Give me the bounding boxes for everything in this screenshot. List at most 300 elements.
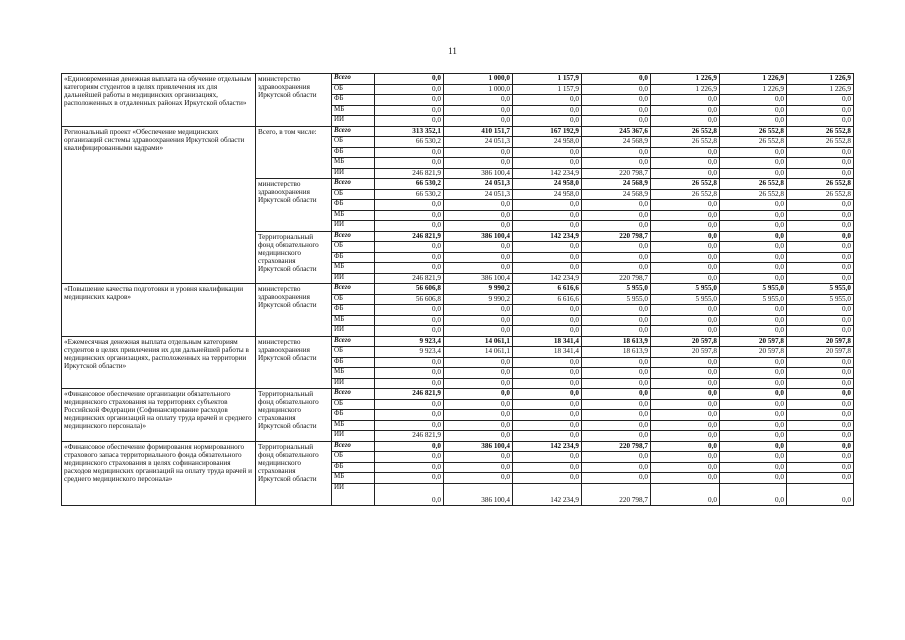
amount-cell: 0,0 — [651, 452, 720, 463]
amount-cell: 0,0 — [651, 368, 720, 379]
amount-cell: 0,0 — [787, 441, 854, 452]
table-row — [62, 441, 854, 452]
amount-cell: 0,0 — [720, 441, 787, 452]
amount-cell: 0,0 — [720, 95, 787, 106]
amount-cell: 0,0 — [513, 378, 582, 389]
amount-cell: 0,0 — [787, 221, 854, 232]
amount-cell: 0,0 — [651, 242, 720, 253]
amount-cell: 0,0 — [651, 273, 720, 284]
funding-source: ИИ — [332, 116, 375, 127]
funding-source: ФБ — [332, 95, 375, 106]
amount-cell: 0,0 — [720, 158, 787, 169]
amount-cell: 142 234,9 — [513, 273, 582, 284]
amount-cell: 0,0 — [513, 158, 582, 169]
amount-cell: 0,0 — [787, 95, 854, 106]
amount-cell: 0,0 — [375, 326, 444, 337]
amount-cell: 18 341,4 — [513, 347, 582, 358]
amount-cell: 18 613,9 — [582, 347, 651, 358]
amount-cell: 9 923,4 — [375, 347, 444, 358]
amount-cell: 0,0 — [582, 452, 651, 463]
amount-cell: 5 955,0 — [582, 294, 651, 305]
amount-cell: 0,0 — [375, 462, 444, 473]
amount-cell: 0,0 — [375, 315, 444, 326]
amount-cell: 0,0 — [444, 452, 513, 463]
amount-cell: 26 552,8 — [787, 126, 854, 137]
funding-source: ОБ — [332, 84, 375, 95]
amount-cell: 20 597,8 — [787, 347, 854, 358]
amount-cell: 20 597,8 — [720, 347, 787, 358]
amount-cell: 0,0 — [513, 210, 582, 221]
amount-cell: 0,0 — [720, 105, 787, 116]
executor-name: министерство здравоохранения Иркутской области — [256, 74, 332, 127]
amount-cell: 246 821,9 — [375, 168, 444, 179]
amount-cell: 0,0 — [582, 242, 651, 253]
amount-cell: 0,0 — [787, 462, 854, 473]
amount-cell: 0,0 — [513, 147, 582, 158]
amount-cell: 0,0 — [375, 357, 444, 368]
amount-cell: 24 958,0 — [513, 137, 582, 148]
funding-source: ИИ — [332, 483, 375, 505]
amount-cell: 0,0 — [375, 221, 444, 232]
funding-source: ОБ — [332, 347, 375, 358]
amount-cell: 0,0 — [787, 305, 854, 316]
funding-source: Всего — [332, 389, 375, 400]
amount-cell: 0,0 — [375, 368, 444, 379]
amount-cell: 0,0 — [444, 462, 513, 473]
amount-cell: 24 051,3 — [444, 189, 513, 200]
amount-cell: 220 798,7 — [582, 231, 651, 242]
funding-source: ОБ — [332, 452, 375, 463]
amount-cell: 9 990,2 — [444, 284, 513, 295]
amount-cell: 0,0 — [651, 483, 720, 505]
amount-cell: 0,0 — [787, 378, 854, 389]
funding-source: Всего — [332, 336, 375, 347]
budget-table — [61, 73, 854, 506]
amount-cell: 5 955,0 — [651, 294, 720, 305]
program-name: «Финансовое обеспечение формирования нормированного страхового запаса территориального фонда обязательного медицинского страхования в целях софинансирования расходов медицинских организаций на оплату труда врачей и среднего медицинского персонала» — [62, 441, 256, 505]
amount-cell: 6 616,6 — [513, 294, 582, 305]
amount-cell: 0,0 — [375, 452, 444, 463]
amount-cell: 0,0 — [651, 200, 720, 211]
amount-cell: 1 226,9 — [787, 74, 854, 85]
amount-cell: 56 606,8 — [375, 294, 444, 305]
amount-cell: 0,0 — [513, 242, 582, 253]
amount-cell: 0,0 — [582, 95, 651, 106]
amount-cell: 0,0 — [651, 326, 720, 337]
amount-cell: 0,0 — [787, 263, 854, 274]
amount-cell: 0,0 — [582, 357, 651, 368]
amount-cell: 246 821,9 — [375, 231, 444, 242]
amount-cell: 142 234,9 — [513, 168, 582, 179]
amount-cell: 386 100,4 — [444, 231, 513, 242]
amount-cell: 0,0 — [444, 431, 513, 442]
amount-cell: 0,0 — [513, 315, 582, 326]
table-body — [62, 74, 854, 506]
amount-cell: 0,0 — [375, 441, 444, 452]
funding-source: МБ — [332, 420, 375, 431]
amount-cell: 26 552,8 — [720, 137, 787, 148]
amount-cell: 5 955,0 — [787, 284, 854, 295]
amount-cell: 0,0 — [720, 431, 787, 442]
amount-cell: 0,0 — [582, 158, 651, 169]
amount-cell: 1 226,9 — [720, 74, 787, 85]
amount-cell: 0,0 — [582, 147, 651, 158]
amount-cell: 20 597,8 — [651, 347, 720, 358]
amount-cell: 0,0 — [513, 420, 582, 431]
amount-cell: 0,0 — [513, 105, 582, 116]
amount-cell: 0,0 — [651, 158, 720, 169]
amount-cell: 0,0 — [582, 368, 651, 379]
amount-cell: 0,0 — [787, 431, 854, 442]
amount-cell: 0,0 — [720, 368, 787, 379]
amount-cell: 142 234,9 — [513, 441, 582, 452]
amount-cell: 26 552,8 — [720, 126, 787, 137]
amount-cell: 0,0 — [375, 116, 444, 127]
amount-cell: 0,0 — [444, 95, 513, 106]
amount-cell: 0,0 — [582, 84, 651, 95]
amount-cell: 0,0 — [513, 200, 582, 211]
funding-source: Всего — [332, 179, 375, 190]
funding-source: ИИ — [332, 326, 375, 337]
amount-cell: 20 597,8 — [787, 336, 854, 347]
amount-cell: 246 821,9 — [375, 273, 444, 284]
amount-cell: 0,0 — [720, 200, 787, 211]
amount-cell: 220 798,7 — [582, 483, 651, 505]
funding-source: ИИ — [332, 431, 375, 442]
amount-cell: 0,0 — [787, 158, 854, 169]
funding-source: ФБ — [332, 147, 375, 158]
amount-cell: 5 955,0 — [720, 294, 787, 305]
amount-cell: 0,0 — [513, 431, 582, 442]
amount-cell: 0,0 — [582, 410, 651, 421]
amount-cell: 0,0 — [787, 147, 854, 158]
amount-cell: 386 100,4 — [444, 273, 513, 284]
amount-cell: 0,0 — [375, 84, 444, 95]
program-name: «Финансовое обеспечение организации обязательного медицинского страхования на территориях субъектов Российской Федерации (Софинансирование расходов медицинских организаций на оплату труда врачей и среднего медицинского персонала)» — [62, 389, 256, 442]
amount-cell: 14 061,1 — [444, 336, 513, 347]
amount-cell: 0,0 — [787, 473, 854, 484]
amount-cell: 0,0 — [651, 147, 720, 158]
amount-cell: 26 552,8 — [787, 179, 854, 190]
amount-cell: 0,0 — [787, 242, 854, 253]
amount-cell: 0,0 — [651, 116, 720, 127]
funding-source: ФБ — [332, 357, 375, 368]
amount-cell: 6 616,6 — [513, 284, 582, 295]
amount-cell: 0,0 — [720, 263, 787, 274]
amount-cell: 0,0 — [720, 273, 787, 284]
amount-cell: 9 990,2 — [444, 294, 513, 305]
amount-cell: 0,0 — [513, 452, 582, 463]
amount-cell: 0,0 — [720, 357, 787, 368]
amount-cell: 0,0 — [444, 158, 513, 169]
funding-source: ОБ — [332, 242, 375, 253]
amount-cell: 410 151,7 — [444, 126, 513, 137]
funding-source: Всего — [332, 74, 375, 85]
amount-cell: 142 234,9 — [513, 483, 582, 505]
amount-cell: 14 061,1 — [444, 347, 513, 358]
amount-cell: 20 597,8 — [720, 336, 787, 347]
table-row — [62, 126, 854, 137]
funding-source: МБ — [332, 473, 375, 484]
amount-cell: 26 552,8 — [651, 179, 720, 190]
amount-cell: 0,0 — [787, 200, 854, 211]
executor-name: Территориальный фонд обязательного медицинского страхования Иркутской области — [256, 389, 332, 442]
amount-cell: 0,0 — [787, 210, 854, 221]
amount-cell: 0,0 — [513, 368, 582, 379]
amount-cell: 0,0 — [720, 473, 787, 484]
amount-cell: 0,0 — [651, 410, 720, 421]
amount-cell: 0,0 — [375, 420, 444, 431]
amount-cell: 0,0 — [720, 221, 787, 232]
amount-cell: 66 530,2 — [375, 137, 444, 148]
amount-cell: 0,0 — [444, 305, 513, 316]
amount-cell: 5 955,0 — [787, 294, 854, 305]
amount-cell: 1 157,9 — [513, 84, 582, 95]
amount-cell: 0,0 — [375, 483, 444, 505]
amount-cell: 0,0 — [720, 252, 787, 263]
amount-cell: 386 100,4 — [444, 483, 513, 505]
amount-cell: 142 234,9 — [513, 231, 582, 242]
funding-source: МБ — [332, 315, 375, 326]
amount-cell: 1 226,9 — [787, 84, 854, 95]
amount-cell: 0,0 — [513, 462, 582, 473]
amount-cell: 246 821,9 — [375, 389, 444, 400]
amount-cell: 0,0 — [787, 483, 854, 505]
amount-cell: 0,0 — [787, 389, 854, 400]
funding-source: Всего — [332, 126, 375, 137]
amount-cell: 26 552,8 — [651, 126, 720, 137]
amount-cell: 24 568,9 — [582, 189, 651, 200]
amount-cell: 0,0 — [787, 315, 854, 326]
amount-cell: 24 958,0 — [513, 189, 582, 200]
amount-cell: 0,0 — [651, 389, 720, 400]
amount-cell: 0,0 — [651, 263, 720, 274]
amount-cell: 0,0 — [720, 483, 787, 505]
amount-cell: 0,0 — [651, 95, 720, 106]
amount-cell: 0,0 — [375, 410, 444, 421]
amount-cell: 24 958,0 — [513, 179, 582, 190]
amount-cell: 0,0 — [444, 410, 513, 421]
program-name: «Повышение качества подготовки и уровня квалификации медицинских кадров» — [62, 284, 256, 337]
amount-cell: 0,0 — [720, 326, 787, 337]
funding-source: ИИ — [332, 273, 375, 284]
amount-cell: 220 798,7 — [582, 168, 651, 179]
amount-cell: 0,0 — [720, 242, 787, 253]
amount-cell: 26 552,8 — [720, 179, 787, 190]
amount-cell: 0,0 — [582, 116, 651, 127]
amount-cell: 0,0 — [513, 357, 582, 368]
amount-cell: 0,0 — [375, 95, 444, 106]
amount-cell: 26 552,8 — [651, 189, 720, 200]
amount-cell: 0,0 — [720, 210, 787, 221]
amount-cell: 0,0 — [787, 252, 854, 263]
amount-cell: 0,0 — [513, 410, 582, 421]
amount-cell: 5 955,0 — [720, 284, 787, 295]
funding-source: МБ — [332, 105, 375, 116]
funding-source: МБ — [332, 158, 375, 169]
amount-cell: 0,0 — [444, 389, 513, 400]
amount-cell: 245 367,6 — [582, 126, 651, 137]
amount-cell: 0,0 — [787, 326, 854, 337]
amount-cell: 0,0 — [444, 357, 513, 368]
amount-cell: 0,0 — [444, 315, 513, 326]
amount-cell: 0,0 — [787, 273, 854, 284]
executor-name: министерство здравоохранения Иркутской области — [256, 284, 332, 337]
amount-cell: 0,0 — [444, 263, 513, 274]
amount-cell: 5 955,0 — [651, 284, 720, 295]
amount-cell: 0,0 — [651, 168, 720, 179]
amount-cell: 0,0 — [444, 378, 513, 389]
amount-cell: 0,0 — [651, 431, 720, 442]
amount-cell: 0,0 — [513, 389, 582, 400]
funding-source: ИИ — [332, 168, 375, 179]
amount-cell: 0,0 — [444, 326, 513, 337]
program-name: «Ежемесячная денежная выплата отдельным категориям студентов в целях привлечения их для дальнейшей работы в медицинских организациях, расположенных на территории Иркутской области» — [62, 336, 256, 389]
amount-cell: 0,0 — [513, 399, 582, 410]
amount-cell: 0,0 — [582, 221, 651, 232]
amount-cell: 0,0 — [513, 252, 582, 263]
amount-cell: 246 821,9 — [375, 431, 444, 442]
executor-name: министерство здравоохранения Иркутской области — [256, 179, 332, 232]
amount-cell: 9 923,4 — [375, 336, 444, 347]
amount-cell: 66 530,2 — [375, 189, 444, 200]
amount-cell: 0,0 — [444, 200, 513, 211]
amount-cell: 0,0 — [720, 147, 787, 158]
funding-source: ОБ — [332, 137, 375, 148]
amount-cell: 1 157,9 — [513, 74, 582, 85]
amount-cell: 0,0 — [582, 105, 651, 116]
amount-cell: 0,0 — [582, 378, 651, 389]
amount-cell: 0,0 — [787, 410, 854, 421]
amount-cell: 0,0 — [582, 305, 651, 316]
amount-cell: 0,0 — [787, 231, 854, 242]
amount-cell: 1 226,9 — [651, 74, 720, 85]
funding-source: ФБ — [332, 462, 375, 473]
executor-name: Территориальный фонд обязательного медицинского страхования Иркутской области — [256, 231, 332, 284]
amount-cell: 0,0 — [444, 252, 513, 263]
amount-cell: 24 568,9 — [582, 179, 651, 190]
funding-source: ФБ — [332, 305, 375, 316]
amount-cell: 167 192,9 — [513, 126, 582, 137]
amount-cell: 0,0 — [582, 399, 651, 410]
amount-cell: 0,0 — [375, 74, 444, 85]
amount-cell: 1 226,9 — [720, 84, 787, 95]
amount-cell: 220 798,7 — [582, 273, 651, 284]
amount-cell: 0,0 — [651, 420, 720, 431]
amount-cell: 0,0 — [444, 221, 513, 232]
amount-cell: 0,0 — [651, 221, 720, 232]
amount-cell: 0,0 — [375, 210, 444, 221]
amount-cell: 0,0 — [582, 473, 651, 484]
amount-cell: 0,0 — [375, 158, 444, 169]
amount-cell: 0,0 — [787, 105, 854, 116]
amount-cell: 0,0 — [720, 168, 787, 179]
amount-cell: 0,0 — [375, 399, 444, 410]
amount-cell: 5 955,0 — [582, 284, 651, 295]
amount-cell: 18 341,4 — [513, 336, 582, 347]
amount-cell: 0,0 — [787, 368, 854, 379]
amount-cell: 0,0 — [651, 441, 720, 452]
funding-source: ОБ — [332, 399, 375, 410]
funding-source: ФБ — [332, 200, 375, 211]
amount-cell: 0,0 — [787, 357, 854, 368]
amount-cell: 0,0 — [375, 263, 444, 274]
amount-cell: 0,0 — [582, 200, 651, 211]
amount-cell: 0,0 — [375, 252, 444, 263]
funding-source: Всего — [332, 441, 375, 452]
amount-cell: 0,0 — [787, 168, 854, 179]
amount-cell: 18 613,9 — [582, 336, 651, 347]
amount-cell: 0,0 — [720, 231, 787, 242]
amount-cell: 26 552,8 — [787, 189, 854, 200]
program-name: Региональный проект «Обеспечение медицинских организаций системы здравоохранения Иркутской области квалифицированными кадрами» — [62, 126, 256, 284]
amount-cell: 0,0 — [720, 462, 787, 473]
amount-cell: 0,0 — [787, 116, 854, 127]
amount-cell: 0,0 — [513, 305, 582, 316]
amount-cell: 0,0 — [582, 74, 651, 85]
funding-source: Всего — [332, 231, 375, 242]
amount-cell: 1 000,0 — [444, 74, 513, 85]
page-number: 11 — [448, 46, 457, 56]
amount-cell: 220 798,7 — [582, 441, 651, 452]
amount-cell: 0,0 — [582, 431, 651, 442]
amount-cell: 0,0 — [582, 210, 651, 221]
amount-cell: 0,0 — [787, 399, 854, 410]
amount-cell: 66 530,2 — [375, 179, 444, 190]
amount-cell: 0,0 — [651, 462, 720, 473]
amount-cell: 0,0 — [444, 147, 513, 158]
amount-cell: 0,0 — [651, 357, 720, 368]
amount-cell: 0,0 — [444, 399, 513, 410]
executor-name: Всего, в том числе: — [256, 126, 332, 179]
amount-cell: 0,0 — [787, 420, 854, 431]
amount-cell: 1 000,0 — [444, 84, 513, 95]
funding-source: ФБ — [332, 252, 375, 263]
amount-cell: 0,0 — [513, 116, 582, 127]
amount-cell: 0,0 — [444, 116, 513, 127]
amount-cell: 0,0 — [444, 420, 513, 431]
amount-cell: 26 552,8 — [651, 137, 720, 148]
amount-cell: 24 568,9 — [582, 137, 651, 148]
amount-cell: 0,0 — [720, 399, 787, 410]
amount-cell: 0,0 — [720, 452, 787, 463]
funding-source: МБ — [332, 263, 375, 274]
amount-cell: 0,0 — [720, 378, 787, 389]
amount-cell: 0,0 — [651, 473, 720, 484]
amount-cell: 0,0 — [720, 420, 787, 431]
amount-cell: 26 552,8 — [787, 137, 854, 148]
amount-cell: 0,0 — [582, 420, 651, 431]
amount-cell: 0,0 — [375, 200, 444, 211]
amount-cell: 0,0 — [513, 95, 582, 106]
amount-cell: 24 051,3 — [444, 137, 513, 148]
amount-cell: 313 352,1 — [375, 126, 444, 137]
amount-cell: 0,0 — [513, 326, 582, 337]
table-row — [62, 284, 854, 295]
funding-source: ОБ — [332, 294, 375, 305]
amount-cell: 24 051,3 — [444, 179, 513, 190]
funding-source: ИИ — [332, 221, 375, 232]
amount-cell: 0,0 — [582, 252, 651, 263]
amount-cell: 26 552,8 — [720, 189, 787, 200]
executor-name: Территориальный фонд обязательного медицинского страхования Иркутской области — [256, 441, 332, 505]
amount-cell: 20 597,8 — [651, 336, 720, 347]
amount-cell: 0,0 — [444, 210, 513, 221]
amount-cell: 0,0 — [375, 473, 444, 484]
amount-cell: 0,0 — [513, 263, 582, 274]
amount-cell: 0,0 — [720, 410, 787, 421]
amount-cell: 56 606,8 — [375, 284, 444, 295]
